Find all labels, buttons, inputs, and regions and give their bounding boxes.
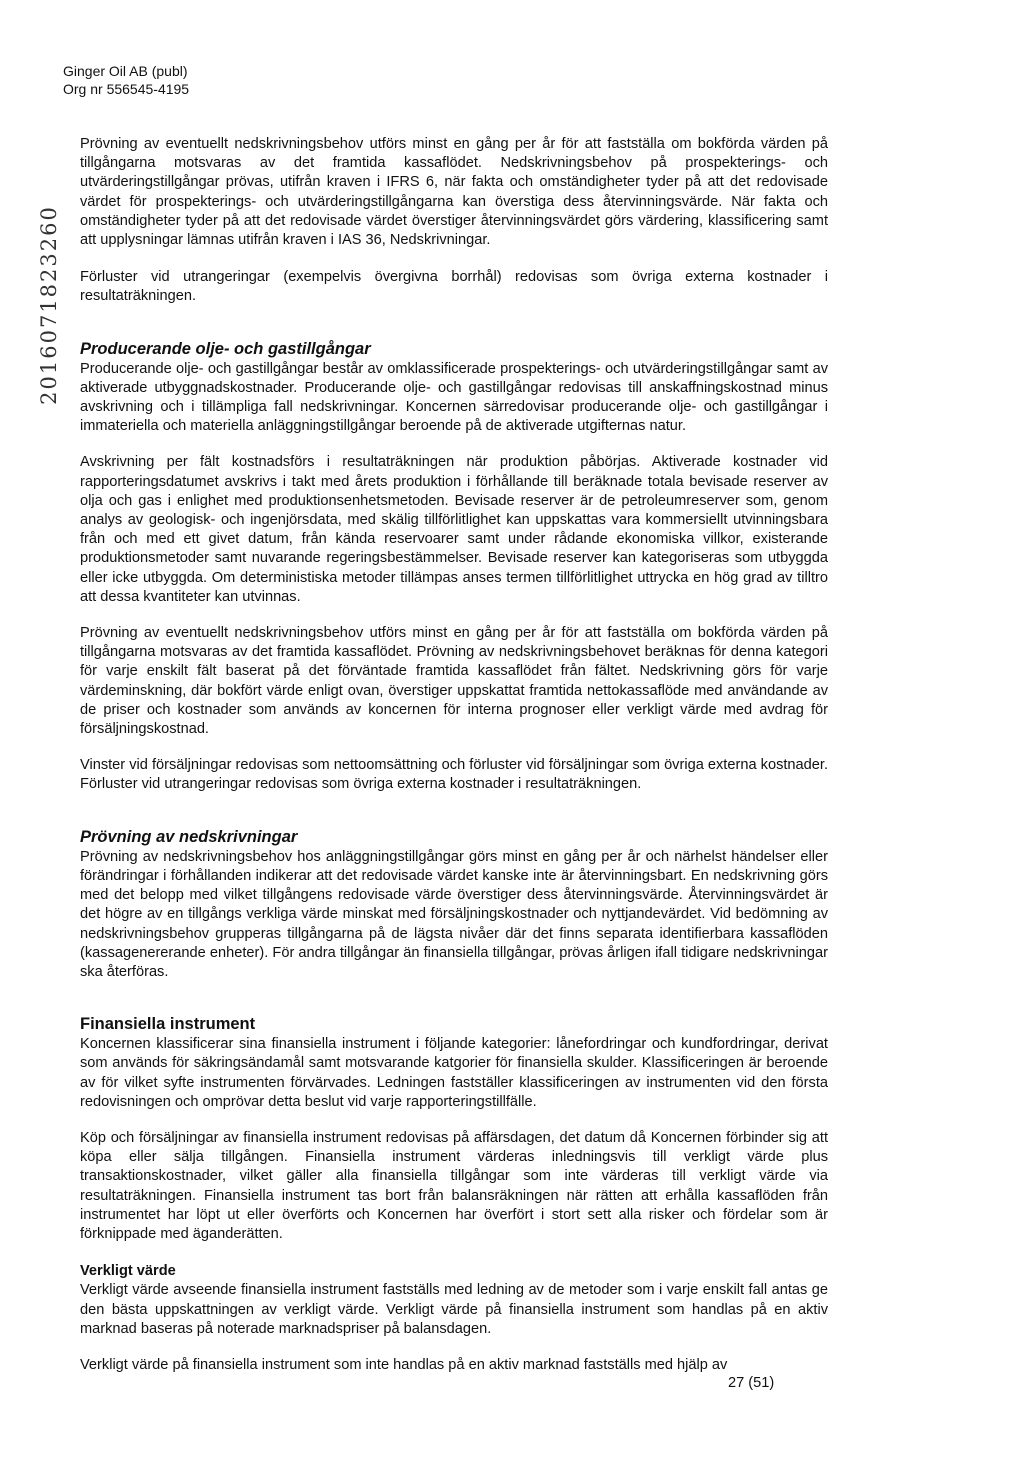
paragraph-impairment-testing: Prövning av nedskrivningsbehov hos anläggningstillgångar görs minst en gång per år och närhelst händelser eller förändringar i förhållanden indikerar att det redovisade värdet kanske inte är återvinningsbart. En nedskrivning görs med det belopp med vilket tillgångens redovisade värde överstiger dess återvinningsvärde. Återvinningsvärdet är det högre av en tillgångs verkliga värde minskat med försäljningskostnader och nyttjandevärdet. Vid bedömning av nedskrivningsbehov grupperas tillgångarna på de lägsta nivåer där det finns separata identifierbara kassaflöden (kassagenererande enheter). För andra tillgångar än finansiella tillgångar, prövas årligen ifall tidigare nedskrivningar ska återföras. xyxy=(80,848,828,980)
paragraph-disposal-losses: Förluster vid utrangeringar (exempelvis övergivna borrhål) redovisas som övriga externa kostnader i resultaträkningen. xyxy=(80,269,828,305)
paragraph-depreciation: Avskrivning per fält kostnadsförs i resultaträkningen när produktion påbörjas. Aktiverade kostnader vid rapporteringsdatumet avskrivs i takt med årets produktion i förhållande till beräknade totala bevisade reserver av olja och gas i enlighet med produktionsenhetsmetoden. Bevisade reserver är de petroleumreserver som, genom analys av geologisk- och ingenjörsdata, med skälig tillförlitlighet kan uppskattas vara kommersiellt utvinningsbara från och med ett givet datum, från kända reservoarer samt under rådande ekonomiska villkor, existerande produktionsmetoder samt nuvarande regeringsbestämmelser. Bevisade reserver kan kategoriseras som utbyggda eller icke utbyggda. Om deterministiska metoder tillämpas anses termen tillförlitlighet uttrycka en hög grad av tilltro att dessa kvantiteter kan utvinnas. xyxy=(80,454,828,605)
paragraph-impairment-per-field: Prövning av eventuellt nedskrivningsbehov utförs minst en gång per år för att fastställa om bokförda värden på tillgångarna motsvaras av det framtida kassaflödet. Prövning av nedskrivningsbehovet beräknas för denna kategori för varje enskilt fält baserat på det förväntade framtida kassaflödet från fältet. Nedskrivning görs för varje värdeminskning, där bokfört värde enligt ovan, överstiger uppskattat framtida nettokassaflöde med användande av de priser och kostnader som används av koncernen för interna prognoser eller verkligt värde med avdrag för försäljningskostnad. xyxy=(80,625,828,738)
paragraph-producing-assets: Producerande olje- och gastillgångar består av omklassificerade prospekterings- och utvärderingstillgångar samt av aktiverade utbyggnadskostnader. Producerande olje- och gastillgångar redovisas till anskaffningskostnad minus avskrivning och i tillämpliga fall nedskrivningar. Koncernen särredovisar producerande olje- och gastillgångar i immateriella och materiella anläggningstillgångar beroende på de aktiverade utgifternas natur. xyxy=(80,360,828,435)
paragraph-gains-losses-sales: Vinster vid försäljningar redovisas som nettoomsättning och förluster vid försäljningar som övriga externa kostnader. Förluster vid utrangeringar redovisas som övriga externa kostnader i resultaträkningen. xyxy=(80,757,828,793)
paragraph-fair-value-inactive-market: Verkligt värde på finansiella instrument som inte handlas på en aktiv marknad fastställs med hjälp av xyxy=(80,1356,728,1373)
section-heading-impairment-testing: Prövning av nedskrivningar xyxy=(80,827,298,846)
paragraph-fair-value: Verkligt värde avseende finansiella instrument fastställs med ledning av de metoder som i varje enskilt fall antas ge den bästa uppskattningen av verkligt värde. Verkligt värde på finansiella instrument som handlas på en aktiv marknad baseras på noterade marknadspriser på balansdagen. xyxy=(80,1282,828,1337)
main-content xyxy=(80,135,828,1375)
subheading-fair-value: Verkligt värde xyxy=(80,1263,176,1280)
vertical-document-stamp xyxy=(23,195,75,415)
section-heading-producing-assets: Producerande olje- och gastillgångar xyxy=(80,339,371,358)
page-header xyxy=(63,62,189,98)
paragraph-classification: Koncernen klassificerar sina finansiella instrument i följande kategorier: lånefordringar och kundfordringar, derivat som används för säkringsändamål samt motsvarande katgorier för finansiella skulder. Klassificeringen är beroende av för vilket syfte instrumenten förvärvades. Ledningen fastställer klassificeringen av instrumenten vid den första redovisningen och omprövar detta beslut vid varje rapporteringstillfälle. xyxy=(80,1036,828,1110)
stamp-number: 2016071823260 xyxy=(37,205,61,405)
org-number: Org nr 556545-4195 xyxy=(63,81,190,97)
page-number: 27 (51) xyxy=(728,1375,775,1391)
company-name: Ginger Oil AB (publ) xyxy=(63,63,188,79)
section-heading-financial-instruments: Finansiella instrument xyxy=(80,1015,256,1034)
paragraph-impairment-testing-exploration: Prövning av eventuellt nedskrivningsbehov utförs minst en gång per år för att fastställa om bokförda värden på tillgångarna motsvaras av det framtida kassaflödet. Nedskrivningsbehov på prospekterings- och utvärderingstillgångar prövas, utifrån kraven i IFRS 6, när fakta och omständigheter tyder på att det redovisade värdet för prospekterings- och utvärderingstillgångarna kan överstiga dess återvinningsvärde. När fakta och omständigheter tyder på att det redovisade värdet överstiger återvinningsvärdet görs värdering, klassificering samt att upplysningar lämnas utifrån kraven i IAS 36, Nedskrivningar. xyxy=(80,136,828,249)
paragraph-purchases-sales: Köp och försäljningar av finansiella instrument redovisas på affärsdagen, det datum då Koncernen förbinder sig att köpa eller sälja tillgången. Finansiella instrument värderas inledningsvis till verkligt värde plus transaktionskostnader, vilket gäller alla finansiella tillgångar som inte värderas till verkligt värde via resultaträkningen. Finansiella instrument tas bort från balansräkningen när rätten att erhålla kassaflöden från instrumentet har löpt ut eller överförts och Koncernen har överfört i stort sett alla risker och fördelar som är förknippade med äganderätten. xyxy=(80,1129,828,1242)
